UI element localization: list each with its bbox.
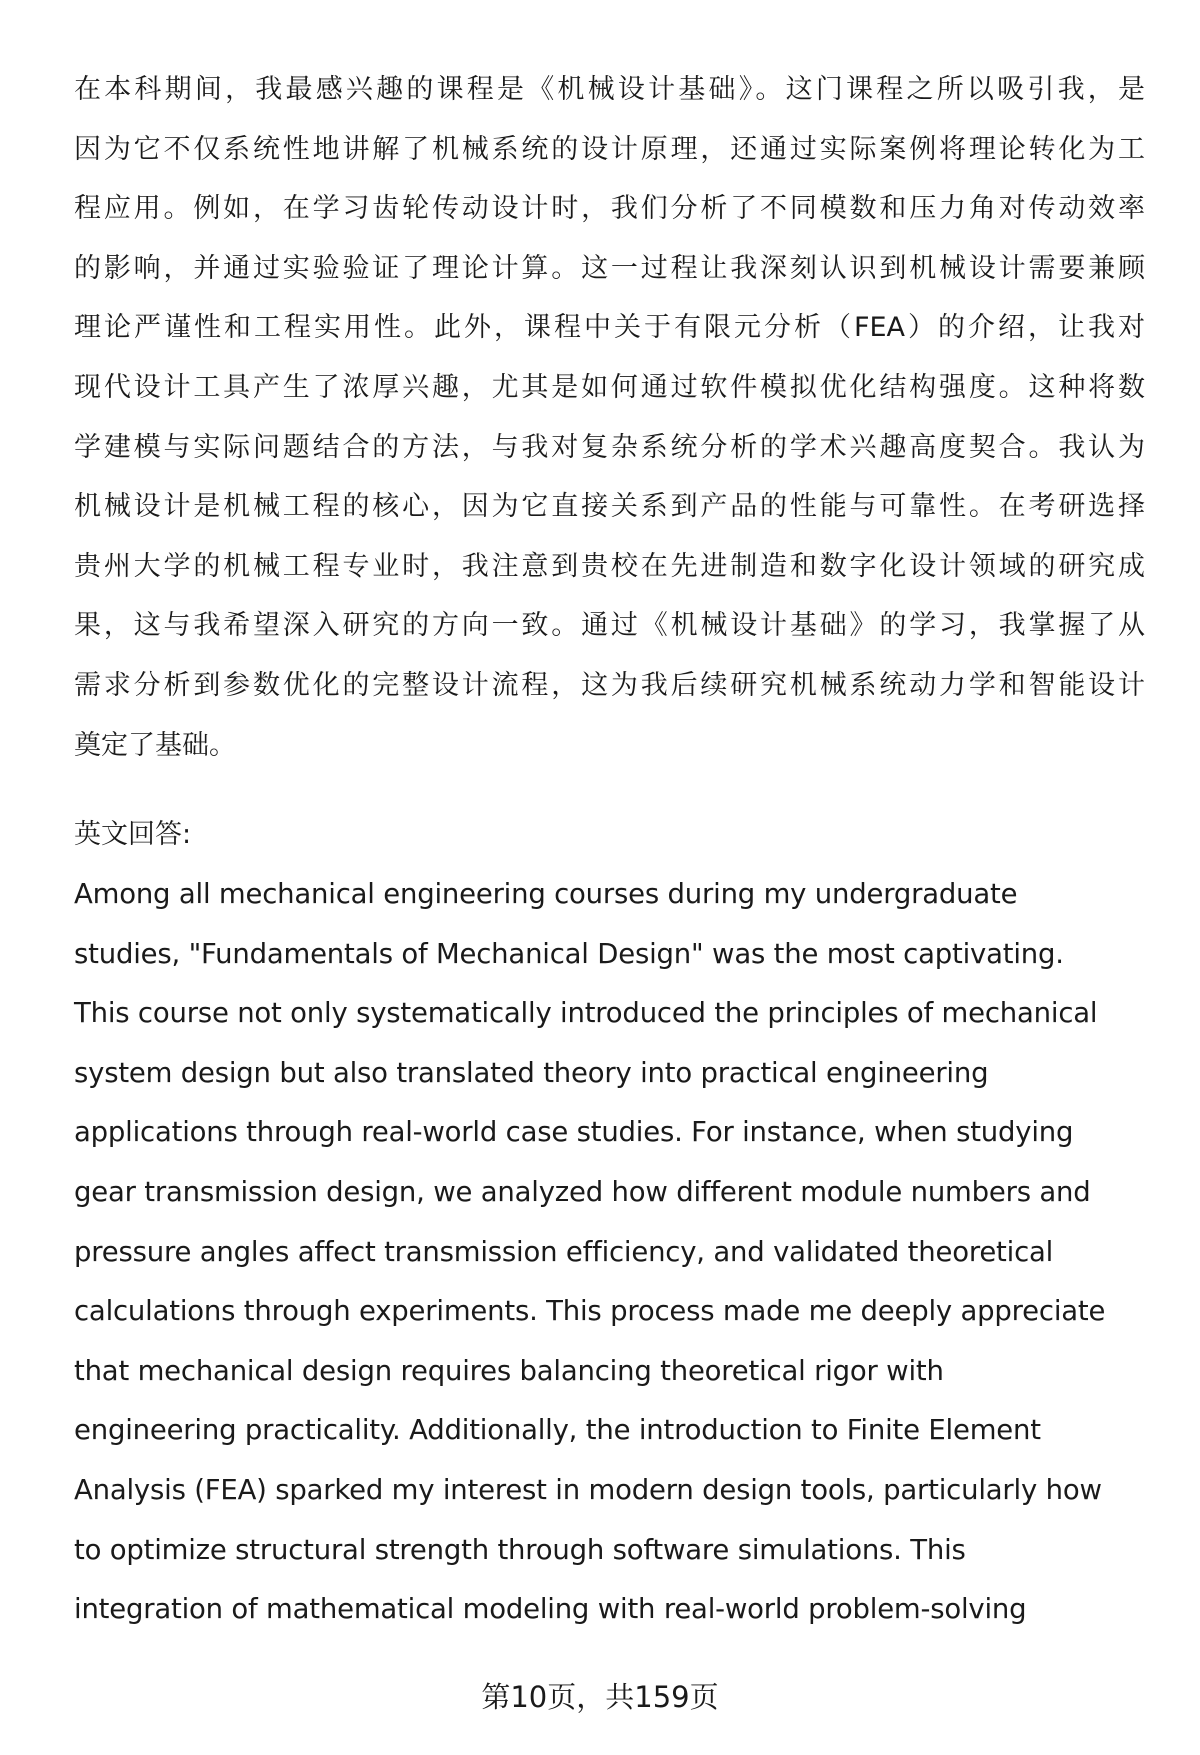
- text-line: 在本科期间，我最感兴趣的课程是《机械设计基础》。这门课程之所以吸引我，是: [74, 74, 1145, 105]
- text-line: 学建模与实际问题结合的方法，与我对复杂系统分析的学术兴趣高度契合。我认为: [74, 431, 1145, 463]
- text-line: Analysis (FEA) sparked my interest in modern design tools, particularly how: [74, 1473, 1102, 1506]
- text-line: that mechanical design requires balancing theoretical rigor with: [74, 1354, 944, 1387]
- text-line: 因为它不仅系统性地讲解了机械系统的设计原理，还通过实际案例将理论转化为工: [74, 133, 1145, 165]
- text-line: 程应用。例如，在学习齿轮传动设计时，我们分析了不同模数和压力角对传动效率: [74, 193, 1145, 225]
- english-answer-heading: 英文回答:: [74, 819, 192, 850]
- text-line: engineering practicality. Additionally, the introduction to Finite Element: [74, 1414, 1041, 1447]
- text-line: 果，这与我希望深入研究的方向一致。通过《机械设计基础》的学习，我掌握了从: [74, 610, 1145, 642]
- text-line: 现代设计工具产生了浓厚兴趣，尤其是如何通过软件模拟优化结构强度。这种将数: [74, 371, 1145, 403]
- page-number: 第10页，共159页: [481, 1680, 719, 1714]
- text-line: pressure angles affect transmission efficiency, and validated theoretical: [74, 1235, 1054, 1268]
- text-line: 的影响，并通过实验验证了理论计算。这一过程让我深刻认识到机械设计需要兼顾: [74, 252, 1145, 284]
- text-line: 奠定了基础。: [74, 729, 236, 761]
- text-line: to optimize structural strength through software simulations. This: [74, 1533, 966, 1566]
- text-line: Among all mechanical engineering courses during my undergraduate: [74, 878, 1018, 910]
- text-line: 贵州大学的机械工程专业时，我注意到贵校在先进制造和数字化设计领域的研究成: [74, 550, 1145, 582]
- text-line: studies, "Fundamentals of Mechanical Design" was the most captivating.: [74, 937, 1064, 970]
- text-line: calculations through experiments. This process made me deeply appreciate: [74, 1295, 1106, 1328]
- text-line: 需求分析到参数优化的完整设计流程，这为我后续研究机械系统动力学和智能设计: [74, 669, 1145, 701]
- text-line: gear transmission design, we analyzed how different module numbers and: [74, 1175, 1091, 1208]
- text-line: 机械设计是机械工程的核心，因为它直接关系到产品的性能与可靠性。在考研选择: [74, 491, 1145, 523]
- english-answer-paragraph: [74, 865, 1174, 1640]
- text-line: system design but also translated theory into practical engineering: [74, 1056, 989, 1089]
- text-line: integration of mathematical modeling with real-world problem-solving: [74, 1593, 1027, 1626]
- chinese-answer-paragraph: [74, 60, 1145, 775]
- text-line: This course not only systematically introduced the principles of mechanical: [74, 997, 1098, 1030]
- text-line: applications through real-world case studies. For instance, when studying: [74, 1116, 1074, 1149]
- text-line: 理论严谨性和工程实用性。此外，课程中关于有限元分析（FEA）的介绍，让我对: [74, 312, 1145, 344]
